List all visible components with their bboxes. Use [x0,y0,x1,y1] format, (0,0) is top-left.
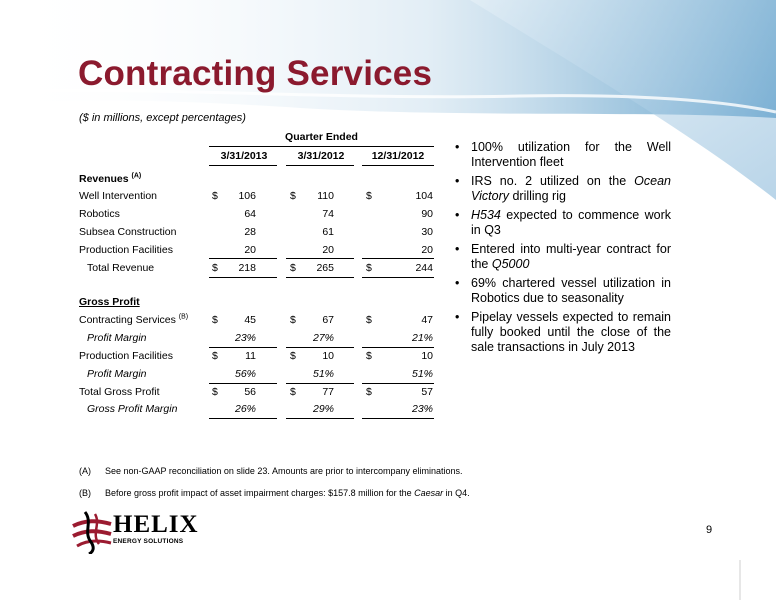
cell-value: 26% [234,403,256,415]
row-label: Production Facilities [79,350,173,362]
footnote-text: Before gross profit impact of asset impairment charges: $157.8 million for the Caesar in Q4. [105,488,470,498]
table-row [79,313,434,328]
cell-value: 27% [312,332,334,344]
bullet-item: • 100% utilization for the Well Intervention fleet [455,140,671,170]
footnote-key: (B) [79,488,91,498]
slide-title: Contracting Services [78,54,433,93]
currency-symbol: $ [290,190,296,202]
table-row [79,189,434,204]
cell-value: 90 [421,208,433,220]
header-rule [209,146,434,147]
cell-value: 74 [322,208,334,220]
cell-value: 51% [411,368,433,380]
cell-value: 11 [245,350,256,362]
footnote-key: (A) [79,466,91,476]
total-rule [209,277,277,278]
row-rule [209,383,277,384]
column-rule [286,165,354,166]
column-rule [362,165,434,166]
subtotal-rule [362,258,434,259]
cell-value: 56% [234,368,256,380]
currency-symbol: $ [212,190,218,202]
bullet-item: • IRS no. 2 utilized on the Ocean Victory drilling rig [455,174,671,204]
cell-value: 77 [322,386,334,398]
currency-symbol: $ [366,386,372,398]
subtotal-rule [209,258,277,259]
subtotal-rule [286,258,354,259]
footnote-text: See non-GAAP reconciliation on slide 23. Amounts are prior to intercompany eliminations. [105,466,463,476]
row-label: Total Revenue [87,262,155,274]
currency-symbol: $ [212,314,218,326]
column-header: 12/31/2012 [371,150,425,162]
row-rule [362,383,434,384]
cell-value: 20 [322,244,334,256]
cell-value: 106 [238,190,256,202]
cell-value: 28 [244,226,256,238]
cell-value: 67 [322,314,334,326]
cell-value: 10 [322,350,334,362]
column-header: 3/31/2012 [297,150,345,162]
highlights-list [455,140,671,359]
row-label: Contracting Services $^{(B)}$ [79,313,189,326]
total-rule [286,277,354,278]
gross-profit-margin-row [79,402,434,417]
footnote-ref: (A) [131,172,142,180]
cell-value: 110 [317,190,334,202]
cell-value: 30 [421,226,433,238]
cell-value: 20 [421,244,433,256]
gross-profit-header-row [79,295,434,310]
row-rule [286,383,354,384]
cell-value: 51% [312,368,334,380]
total-rule [362,277,434,278]
cell-value: 47 [421,314,433,326]
currency-symbol: $ [290,350,296,362]
row-label: Robotics [79,208,120,220]
total-gross-profit-row [79,385,434,400]
row-label: Total Gross Profit [79,386,160,398]
revenues-header: Revenues $^{(A)}$ [79,172,142,185]
row-label: Profit Margin [87,368,147,380]
revenues-header-row [79,172,434,187]
row-label: Well Intervention [79,190,158,202]
table-row [79,349,434,364]
bullet-item: • 69% chartered vessel utilization in Robotics due to seasonality [455,276,671,306]
row-label: Production Facilities [79,244,173,256]
cell-value: 244 [415,262,433,274]
cell-value: 10 [421,350,433,362]
cell-value: 57 [421,386,433,398]
quarter-ended-header: Quarter Ended [285,131,358,143]
cell-value: 20 [244,244,256,256]
bullet-item: • Entered into multi-year contract for the Q5000 [455,242,671,272]
cell-value: 23% [411,403,433,415]
cell-value: 29% [312,403,334,415]
row-rule [286,347,354,348]
column-header: 3/31/2013 [220,150,268,162]
row-label: Subsea Construction [79,226,177,238]
table-row [79,367,434,382]
cell-value: 23% [234,332,256,344]
table-row [79,207,434,222]
cell-value: 265 [316,262,334,274]
currency-symbol: $ [212,386,218,398]
currency-symbol: $ [290,314,296,326]
bottom-rule [209,418,277,419]
currency-symbol: $ [212,350,218,362]
bottom-rule [286,418,354,419]
bullet-item: • H534 expected to commence work in Q3 [455,208,671,238]
column-rule [209,165,277,166]
row-label: Gross Profit Margin [87,403,178,415]
currency-symbol: $ [366,262,372,274]
cell-value: 104 [415,190,433,202]
cell-value: 64 [244,208,256,220]
row-rule [209,347,277,348]
currency-symbol: $ [366,190,372,202]
gross-profit-header: Gross Profit [79,296,140,308]
table-row [79,331,434,346]
cell-value: 56 [244,386,256,398]
footnote-ref: (B) [178,313,189,321]
cell-value: 45 [244,314,256,326]
table-row [79,243,434,258]
currency-symbol: $ [366,314,372,326]
currency-symbol: $ [366,350,372,362]
logo-tagline: ENERGY SOLUTIONS [113,538,184,545]
cell-value: 218 [238,262,256,274]
total-revenue-row [79,261,434,276]
cell-value: 21% [411,332,433,344]
currency-symbol: $ [290,386,296,398]
units-note: ($ in millions, except percentages) [79,112,246,124]
currency-symbol: $ [290,262,296,274]
table-row [79,225,434,240]
bullet-item: • Pipelay vessels expected to remain fully booked until the close of the sale transactions in July 2013 [455,310,671,355]
currency-symbol: $ [212,262,218,274]
bottom-rule [362,418,434,419]
row-label: Profit Margin [87,332,147,344]
row-rule [362,347,434,348]
page-number: 9 [706,524,713,536]
cell-value: 61 [322,226,334,238]
logo-wordmark: HELIX [113,511,199,538]
